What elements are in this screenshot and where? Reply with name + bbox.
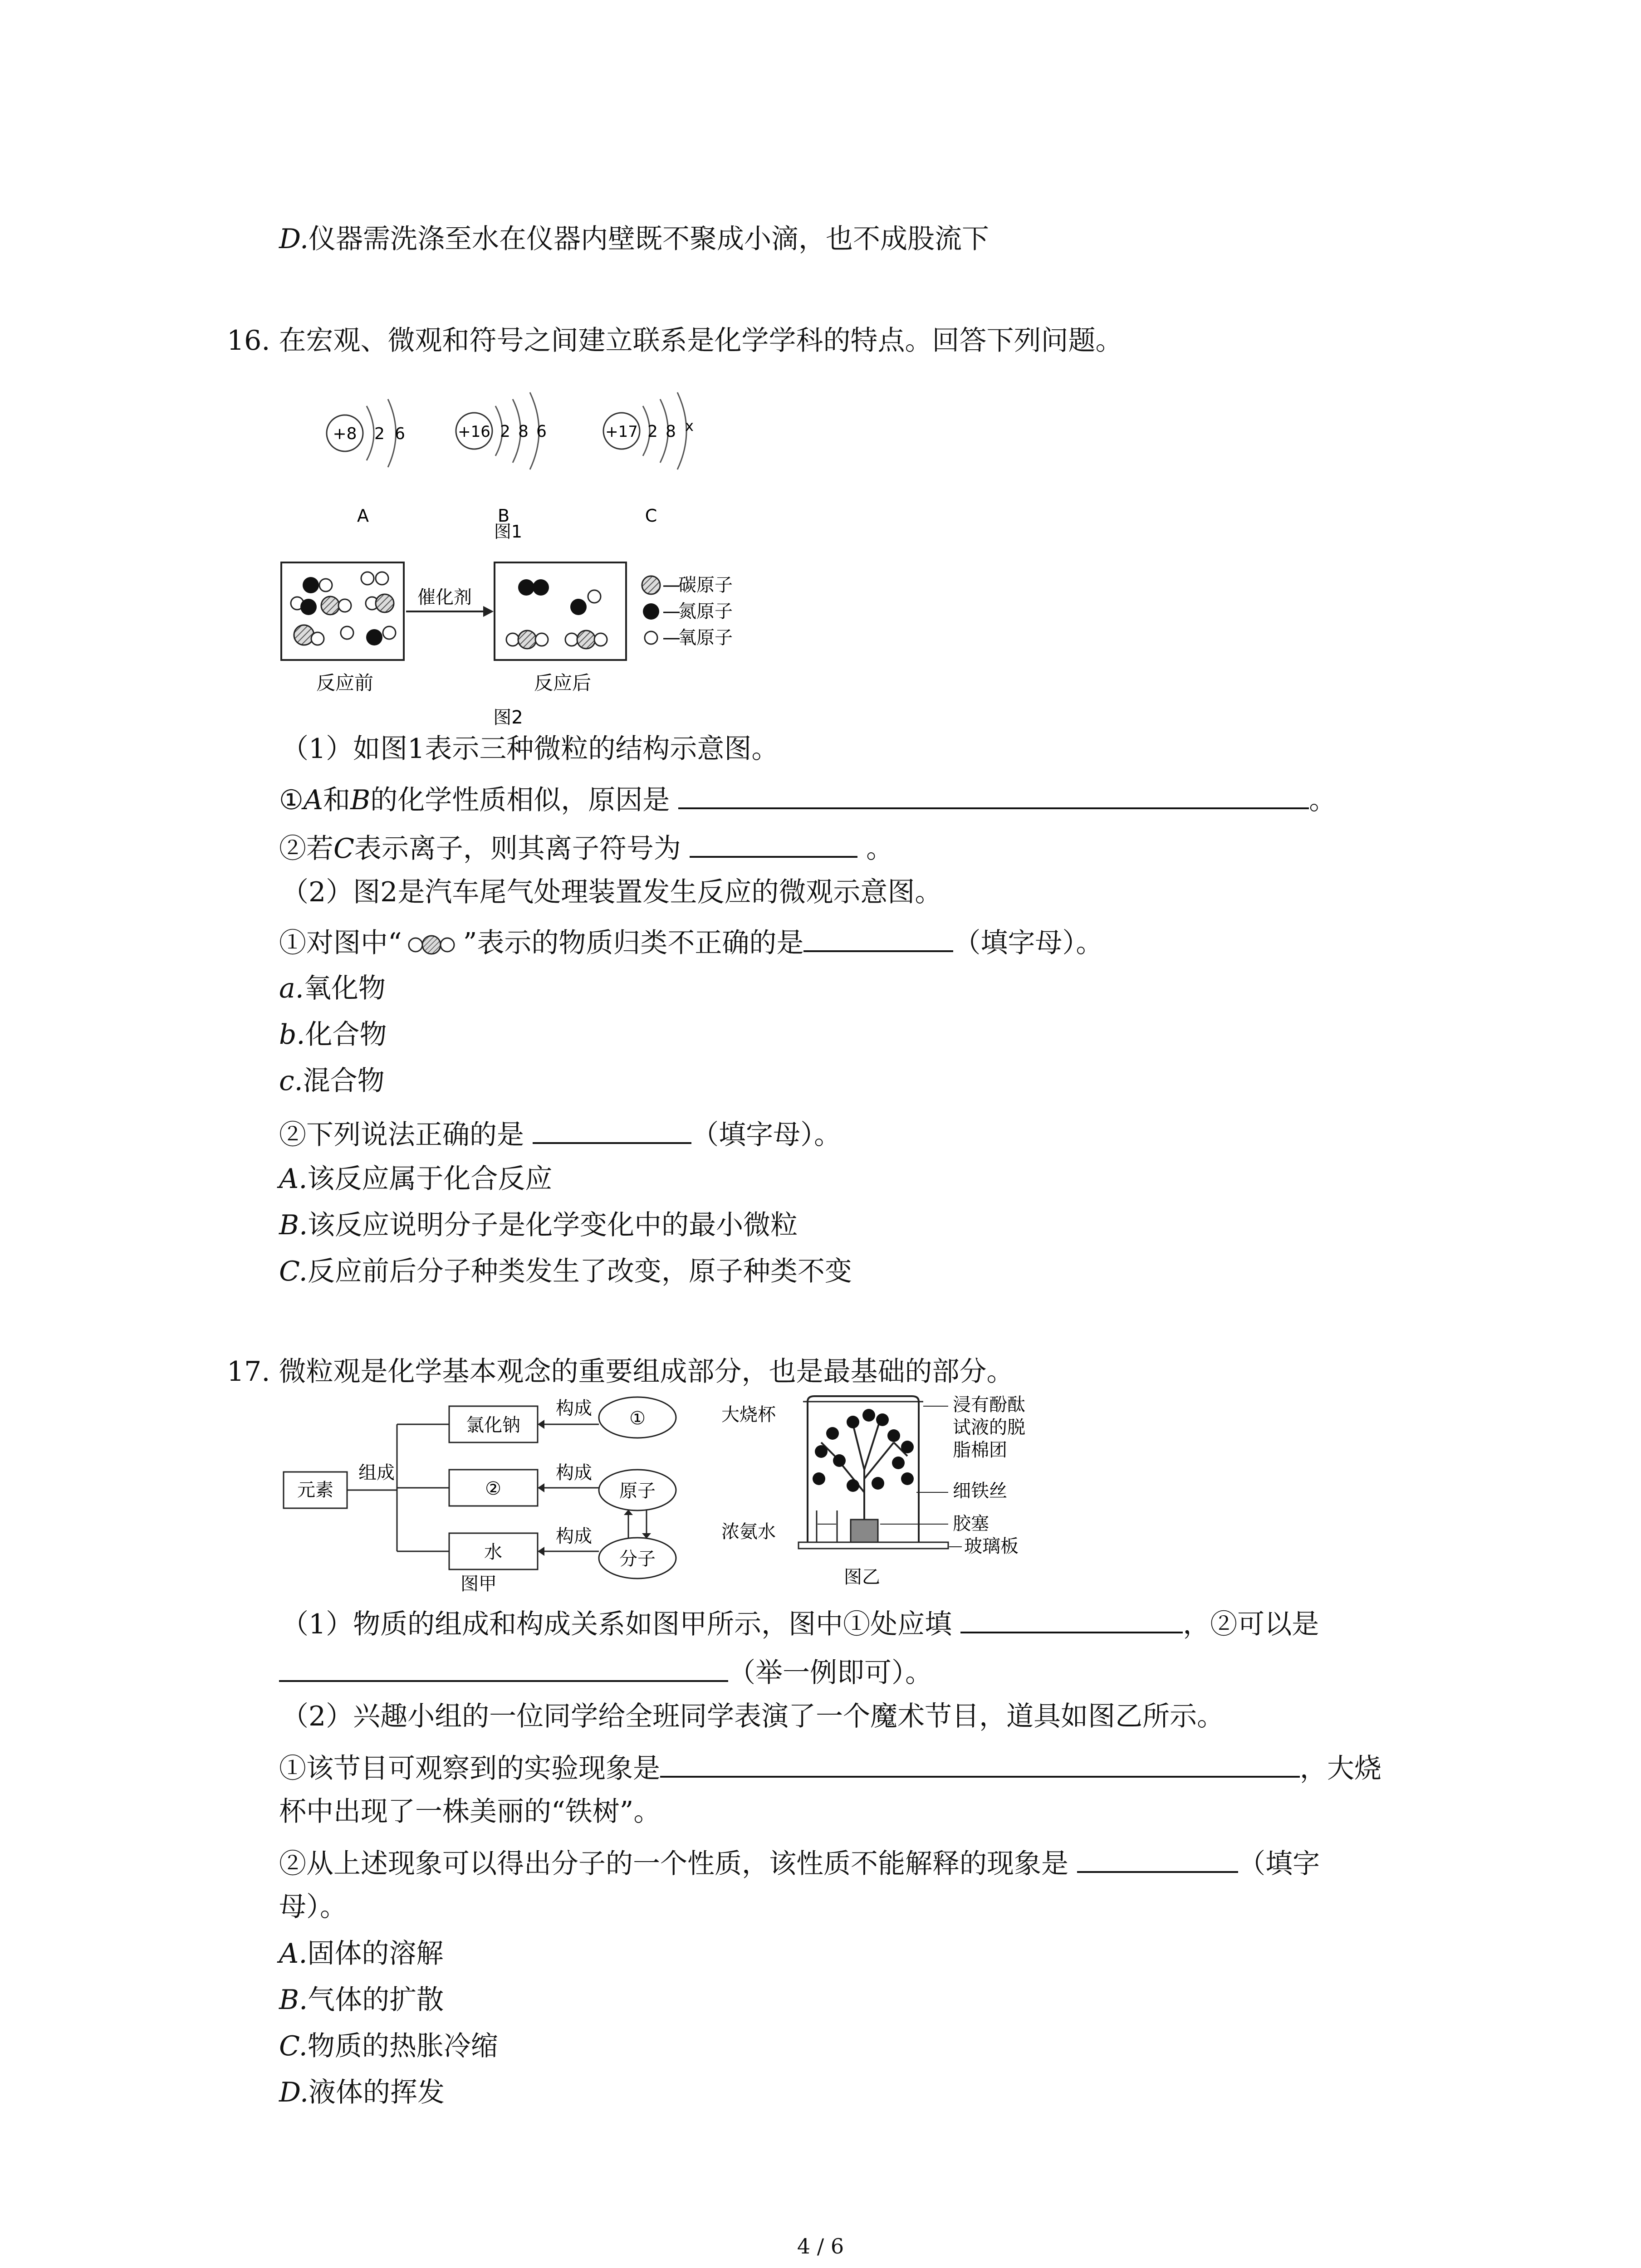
svg-text:—: — [662,575,681,596]
water-box: 水 [484,1542,502,1563]
figure-1-caption: 图1 [494,522,523,540]
q17-option-a: A.固体的溶解 [279,1938,444,1970]
form-label-3: 构成 [556,1526,592,1547]
atom-c-shell-2: 8 [666,422,676,441]
q16-part2-b: ②下列说法正确的是 （填字母）。 [279,1114,841,1153]
legend-carbon: 碳原子 [678,575,733,596]
q17-part2-a-cont: 杯中出现了一株美丽的“铁树”。 [279,1796,661,1828]
svg-text:—: — [662,627,681,648]
ammonia-label: 浓氨水 [721,1521,776,1542]
q16-option-b-lower: b.化合物 [279,1019,387,1051]
page-number: 4 / 6 [797,2234,844,2258]
q16-figure-2 [277,553,789,730]
answer-blank[interactable] [678,779,1309,809]
atom-b-shell-3: 6 [536,422,547,441]
cotton-label-1: 浸有酚酞 [953,1394,1025,1415]
figure-jia-caption: 图甲 [460,1574,497,1592]
atom-ellipse: 原子 [619,1481,656,1501]
q15-option-d: D.仪器需洗涤至水在仪器内壁既不聚成小滴，也不成股流下 [279,223,989,255]
answer-blank[interactable] [960,1603,1183,1633]
stopper-label: 胶塞 [953,1513,989,1534]
blank-1-ellipse: ① [629,1408,646,1429]
q17-option-b: B.气体的扩散 [279,1984,444,2016]
q16-option-a-lower: a.氧化物 [279,973,386,1004]
figure-2-caption: 图2 [493,707,523,728]
catalyst-label: 催化剂 [417,587,472,608]
before-label: 反应前 [316,672,374,694]
figure-yi-caption: 图乙 [844,1567,880,1588]
legend-nitrogen: 氮原子 [678,601,733,622]
q17-figure-jia [279,1393,696,1592]
answer-blank[interactable] [803,922,953,952]
atom-b [456,392,547,526]
blank-2-box: ② [485,1478,501,1499]
after-label: 反应后 [534,672,592,694]
beaker-label: 大烧杯 [721,1404,776,1425]
atom-c-shell-1: 2 [647,422,658,441]
answer-blank[interactable] [1077,1843,1238,1873]
atom-a-shell-2: 6 [395,425,405,443]
q16-option-b: B.该反应说明分子是化学变化中的最小微粒 [279,1209,798,1241]
form-label-1: 构成 [556,1398,592,1419]
q16-option-a: A.该反应属于化合反应 [279,1163,553,1195]
answer-blank[interactable] [660,1748,1300,1778]
atom-a-nucleus: +8 [333,425,357,443]
co2-molecule-icon [402,932,463,955]
q17-part2-b: ②从上述现象可以得出分子的一个性质，该性质不能解释的现象是 （填字 [279,1843,1320,1882]
q17-part2: （2）兴趣小组的一位同学给全班同学表演了一个魔术节目，道具如图乙所示。 [281,1701,1225,1732]
atom-a [327,399,405,526]
q17-part2-b-cont: 母）。 [279,1891,347,1923]
nacl-box: 氯化钠 [466,1415,520,1436]
atom-c-shell-3: x [685,417,694,435]
atom-c-label: C [645,506,657,526]
q16-option-c: C.反应前后分子种类发生了改变，原子种类不变 [279,1256,852,1287]
atom-c-nucleus: +17 [605,423,638,441]
q17-part1-cont: （举一例即可）。 [279,1652,932,1691]
cotton-label-3: 脂棉团 [953,1440,1007,1461]
answer-blank[interactable] [279,1652,728,1682]
compose-label: 组成 [358,1462,395,1483]
q17-option-d: D.液体的挥发 [279,2077,445,2108]
wire-label: 细铁丝 [953,1481,1007,1501]
q16-part1-a: ①A和B的化学性质相似，原因是 。 [279,779,1336,818]
q16-stem: 16. 在宏观、微观和符号之间建立联系是化学学科的特点。回答下列问题。 [227,325,1123,357]
q16-part1: （1）如图1表示三种微粒的结构示意图。 [281,733,779,765]
q16-figure-1 [313,363,721,540]
atom-b-label: B [497,506,510,526]
q16-part2: （2）图2是汽车尾气处理装置发生反应的微观示意图。 [281,876,942,908]
plate-label: 玻璃板 [964,1536,1019,1557]
answer-blank[interactable] [690,828,857,858]
q17-part1: （1）物质的组成和构成关系如图甲所示，图中①处应填 ，②可以是 [281,1603,1319,1642]
element-box: 元素 [297,1480,333,1501]
answer-blank[interactable] [533,1114,691,1144]
q17-figure-yi [717,1388,1034,1592]
molecule-ellipse: 分子 [619,1549,656,1569]
form-label-2: 构成 [556,1462,592,1483]
atom-a-label: A [357,506,369,526]
legend-oxygen: 氧原子 [678,627,733,648]
atom-b-nucleus: +16 [458,423,490,441]
q16-part2-a: ①对图中“ ”表示的物质归类不正确的是 （填字母）。 [279,922,1103,961]
q16-part1-b: ②若C表示离子，则其离子符号为 。 [279,828,893,866]
q17-part2-a: ①该节目可观察到的实验现象是 ，大烧 [279,1748,1381,1786]
atom-c [603,392,694,526]
reaction-after-box [495,562,626,660]
reaction-before-box [281,562,404,660]
q17-option-c: C.物质的热胀冷缩 [279,2030,498,2062]
cotton-label-2: 试液的脱 [953,1417,1025,1438]
q17-stem: 17. 微粒观是化学基本观念的重要组成部分，也是最基础的部分。 [227,1356,1014,1388]
q16-option-c-lower: c.混合物 [279,1065,385,1097]
atom-a-shell-1: 2 [374,425,385,443]
atom-legend [642,575,733,648]
atom-b-shell-2: 8 [518,422,529,441]
svg-text:—: — [662,601,681,622]
atom-b-shell-1: 2 [500,422,510,441]
